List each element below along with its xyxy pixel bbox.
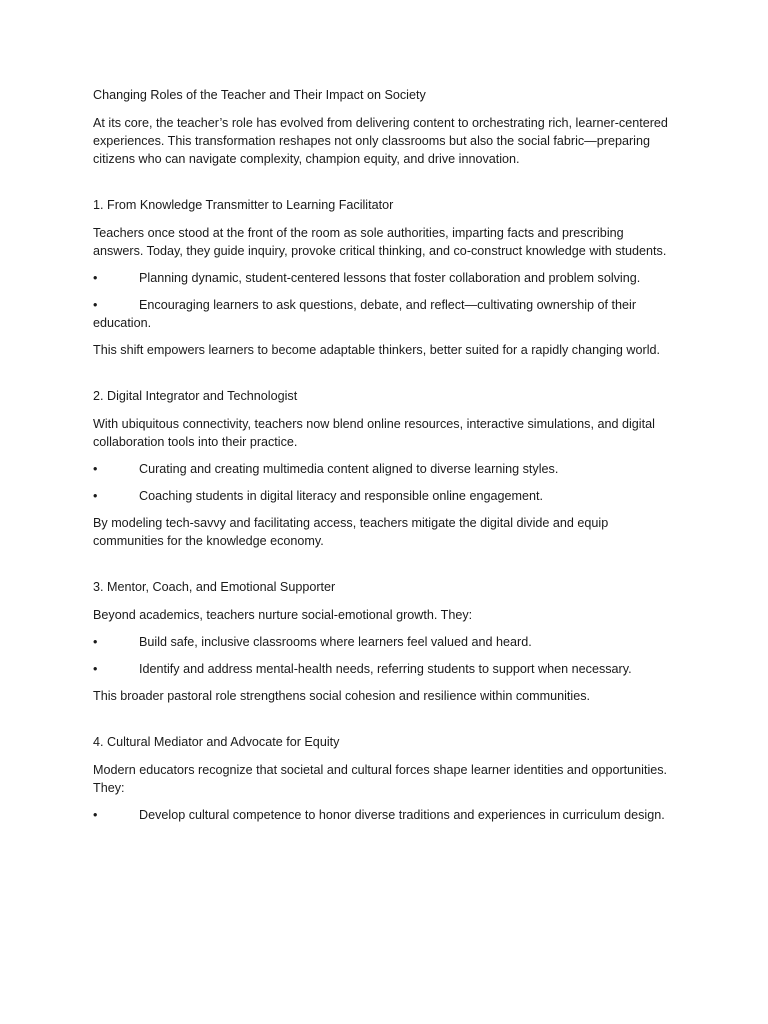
section-3 <box>93 578 673 705</box>
bullet-item <box>93 487 673 505</box>
bullet-glyph: • <box>93 271 98 285</box>
section-heading: 4. Cultural Mediator and Advocate for Equity <box>93 735 340 749</box>
section-2 <box>93 387 673 550</box>
section-heading: 3. Mentor, Coach, and Emotional Supporter <box>93 580 336 594</box>
bullet-glyph: • <box>93 298 98 312</box>
section-lead: Modern educators recognize that societal and cultural forces shape learner identities and opportunities. They: <box>93 763 668 795</box>
bullet-glyph: • <box>93 808 98 822</box>
bullet-glyph: • <box>93 462 98 476</box>
bullet-text: Encouraging learners to ask questions, debate, and reflect—cultivating ownership of their education. <box>93 298 637 330</box>
section-closing: This shift empowers learners to become adaptable thinkers, better suited for a rapidly changing world. <box>93 343 661 357</box>
bullet-glyph: • <box>93 662 98 676</box>
bullet-text: Coaching students in digital literacy and responsible online engagement. <box>139 489 543 503</box>
bullet-item <box>93 633 673 651</box>
section-1 <box>93 196 673 359</box>
bullet-item <box>93 806 673 824</box>
section-lead: Teachers once stood at the front of the room as sole authorities, imparting facts and prescribing answers. Today, they guide inquiry, provoke critical thinking, and co-construct knowledge with students. <box>93 226 667 258</box>
section-closing: This broader pastoral role strengthens social cohesion and resilience within communities. <box>93 689 591 703</box>
document-page <box>93 86 673 833</box>
bullet-item <box>93 660 673 678</box>
section-lead: Beyond academics, teachers nurture social-emotional growth. They: <box>93 608 473 622</box>
bullet-item <box>93 460 673 478</box>
bullet-text: Curating and creating multimedia content aligned to diverse learning styles. <box>139 462 559 476</box>
bullet-glyph: • <box>93 489 98 503</box>
bullet-text: Develop cultural competence to honor diverse traditions and experiences in curriculum design. <box>139 808 665 822</box>
section-closing: By modeling tech-savvy and facilitating access, teachers mitigate the digital divide and equip communities for the knowledge economy. <box>93 516 609 548</box>
document-title: Changing Roles of the Teacher and Their Impact on Society <box>93 88 426 102</box>
section-lead: With ubiquitous connectivity, teachers now blend online resources, interactive simulations, and digital collaboration tools into their practice. <box>93 417 655 449</box>
bullet-text: Identify and address mental-health needs, referring students to support when necessary. <box>139 662 632 676</box>
section-heading: 1. From Knowledge Transmitter to Learning Facilitator <box>93 198 394 212</box>
bullet-item <box>93 269 673 287</box>
intro-paragraph: At its core, the teacher’s role has evolved from delivering content to orchestrating rich, learner-centered experiences. This transformation reshapes not only classrooms but also the social fabric—preparing citizens who can navigate complexity, champion equity, and drive innovation. <box>93 116 668 166</box>
bullet-glyph: • <box>93 635 98 649</box>
section-4 <box>93 733 673 824</box>
bullet-text: Planning dynamic, student-centered lessons that foster collaboration and problem solving. <box>139 271 641 285</box>
section-heading: 2. Digital Integrator and Technologist <box>93 389 298 403</box>
bullet-text: Build safe, inclusive classrooms where learners feel valued and heard. <box>139 635 532 649</box>
bullet-item <box>93 296 673 332</box>
